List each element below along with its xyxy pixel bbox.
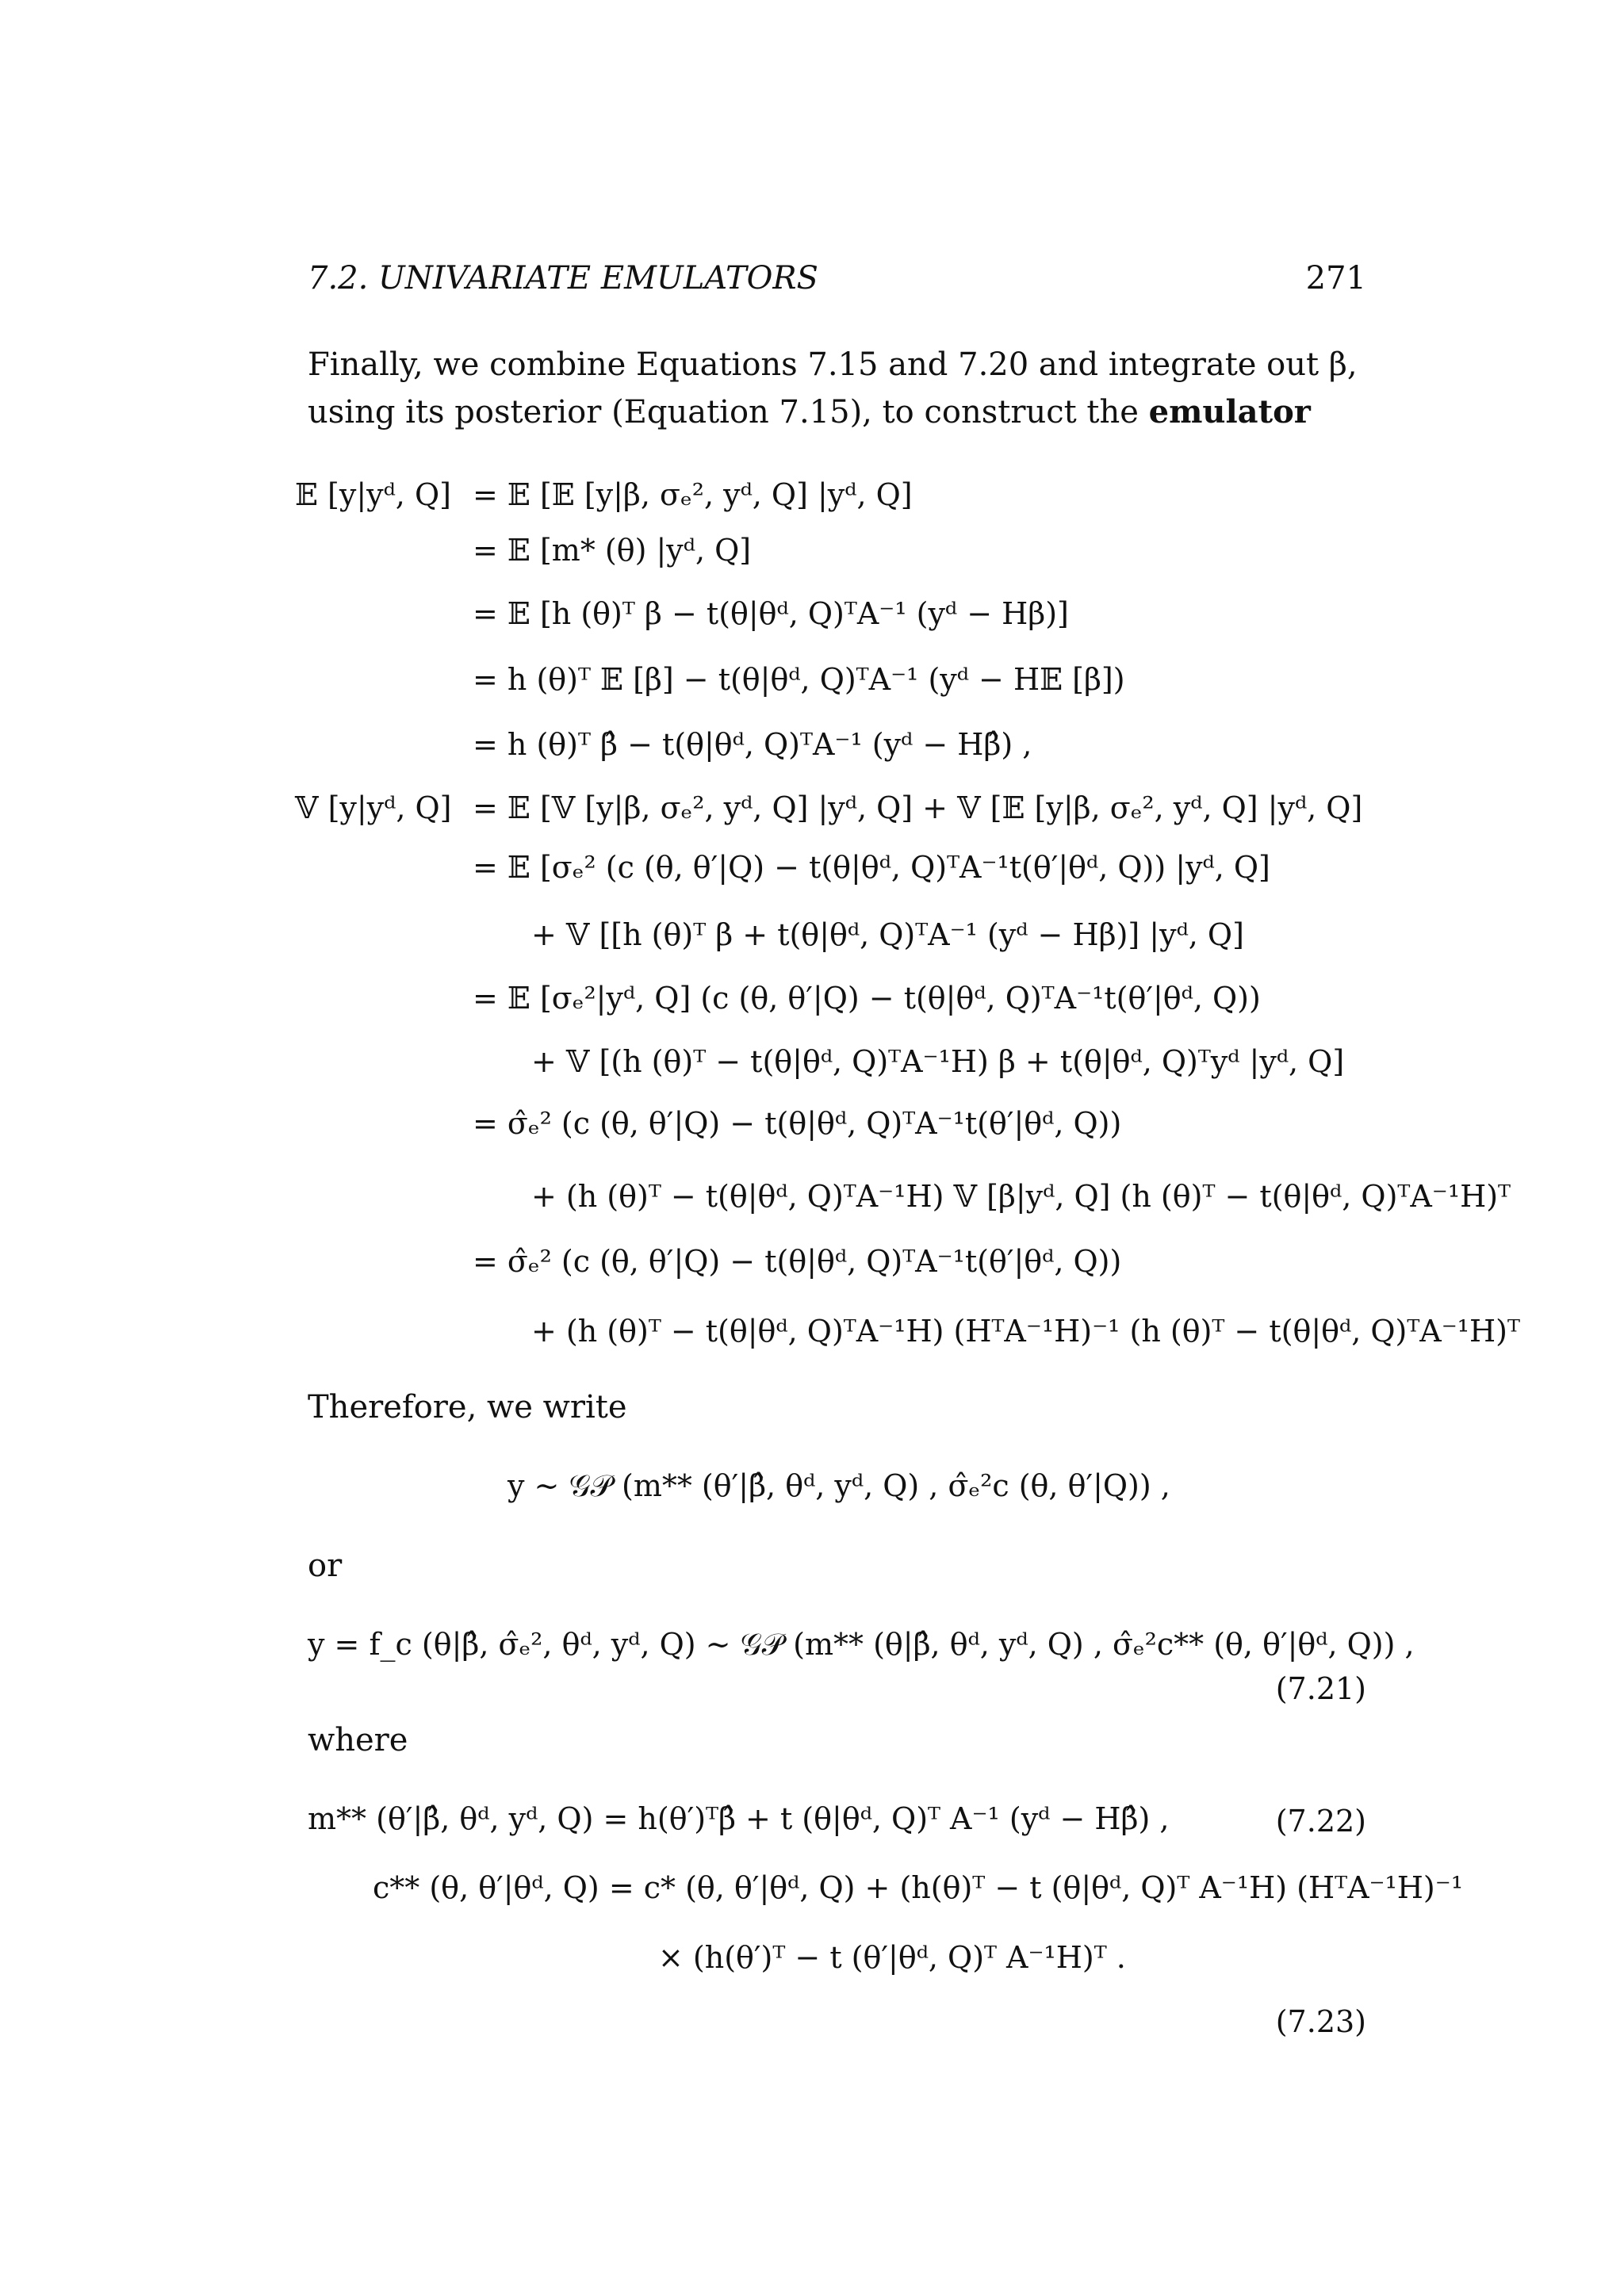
page-number: 271 (1305, 260, 1366, 297)
equation-7-22: m** (θ′|β̂, θᵈ, yᵈ, Q) = h(θ′)ᵀβ̂ + t (θ|θᵈ, Q)ᵀ A⁻¹ (yᵈ − Hβ̂) , (308, 1801, 1170, 1836)
or-text: or (308, 1548, 343, 1584)
variance-line-7: + (h (θ)ᵀ − t(θ|θᵈ, Q)ᵀA⁻¹H) 𝕍 [β|yᵈ, Q] (h (θ)ᵀ − t(θ|θᵈ, Q)ᵀA⁻¹H)ᵀ (531, 1179, 1511, 1214)
expectation-line-1: = 𝔼 [𝔼 [y|β, σₑ², yᵈ, Q] |yᵈ, Q] (473, 477, 913, 512)
variance-line-9: + (h (θ)ᵀ − t(θ|θᵈ, Q)ᵀA⁻¹H) (HᵀA⁻¹H)⁻¹ (h (θ)ᵀ − t(θ|θᵈ, Q)ᵀA⁻¹H)ᵀ (531, 1314, 1520, 1349)
variance-line-1: = 𝔼 [𝕍 [y|β, σₑ², yᵈ, Q] |yᵈ, Q] + 𝕍 [𝔼 [y|β, σₑ², yᵈ, Q] |yᵈ, Q] (473, 790, 1363, 825)
therefore-text: Therefore, we write (308, 1389, 627, 1425)
variance-line-8: = σ̂ₑ² (c (θ, θ′|Q) − t(θ|θᵈ, Q)ᵀA⁻¹t(θ′|θᵈ, Q)) (473, 1244, 1122, 1279)
expectation-line-3: = 𝔼 [h (θ)ᵀ β − t(θ|θᵈ, Q)ᵀA⁻¹ (yᵈ − Hβ)] (473, 596, 1069, 631)
variance-line-3: + 𝕍 [[h (θ)ᵀ β + t(θ|θᵈ, Q)ᵀA⁻¹ (yᵈ − Hβ)] |yᵈ, Q] (531, 917, 1244, 952)
equation-number-7-21: (7.21) (1275, 1671, 1366, 1706)
intro-paragraph (308, 341, 1370, 436)
variance-line-4: = 𝔼 [σₑ²|yᵈ, Q] (c (θ, θ′|Q) − t(θ|θᵈ, Q)ᵀA⁻¹t(θ′|θᵈ, Q)) (473, 981, 1261, 1016)
variance-line-5: + 𝕍 [(h (θ)ᵀ − t(θ|θᵈ, Q)ᵀA⁻¹H) β + t(θ|θᵈ, Q)ᵀyᵈ |yᵈ, Q] (531, 1044, 1345, 1079)
gp-equation: y ∼ 𝒢𝒫 (m** (θ′|β̂, θᵈ, yᵈ, Q) , σ̂ₑ²c (θ, θ′|Q)) , (508, 1468, 1170, 1503)
equation-7-23-line-1: c** (θ, θ′|θᵈ, Q) = c* (θ, θ′|θᵈ, Q) + (h(θ)ᵀ − t (θ|θᵈ, Q)ᵀ A⁻¹H) (HᵀA⁻¹H)⁻¹ (373, 1870, 1464, 1905)
equation-7-23-line-2: × (h(θ′)ᵀ − t (θ′|θᵈ, Q)ᵀ A⁻¹H)ᵀ . (658, 1940, 1126, 1975)
emulator-term: emulator (1148, 393, 1311, 430)
intro-text: Finally, we combine Equations 7.15 and 7.20 and integrate out β, using its posterior (Equation 7.15), to construct the (308, 346, 1358, 430)
expectation-line-4: = h (θ)ᵀ 𝔼 [β] − t(θ|θᵈ, Q)ᵀA⁻¹ (yᵈ − H𝔼 [β]) (473, 662, 1125, 697)
expectation-lhs: 𝔼 [y|yᵈ, Q] (295, 477, 451, 512)
variance-line-2: = 𝔼 [σₑ² (c (θ, θ′|Q) − t(θ|θᵈ, Q)ᵀA⁻¹t(θ′|θᵈ, Q)) |yᵈ, Q] (473, 850, 1270, 885)
expectation-line-2: = 𝔼 [m* (θ) |yᵈ, Q] (473, 533, 752, 568)
equation-number-7-22: (7.22) (1275, 1804, 1366, 1839)
running-header-section: 7.2. UNIVARIATE EMULATORS (308, 260, 818, 297)
where-text: where (308, 1722, 408, 1758)
equation-7-21: y = f_c (θ|β̂, σ̂ₑ², θᵈ, yᵈ, Q) ∼ 𝒢𝒫 (m** (θ|β̂, θᵈ, yᵈ, Q) , σ̂ₑ²c** (θ, θ′|θᵈ, Q)) , (308, 1627, 1415, 1662)
variance-line-6: = σ̂ₑ² (c (θ, θ′|Q) − t(θ|θᵈ, Q)ᵀA⁻¹t(θ′|θᵈ, Q)) (473, 1106, 1122, 1141)
expectation-line-5: = h (θ)ᵀ β̂ − t(θ|θᵈ, Q)ᵀA⁻¹ (yᵈ − Hβ̂) , (473, 727, 1032, 762)
equation-number-7-23: (7.23) (1275, 2004, 1366, 2039)
variance-lhs: 𝕍 [y|yᵈ, Q] (295, 790, 452, 825)
